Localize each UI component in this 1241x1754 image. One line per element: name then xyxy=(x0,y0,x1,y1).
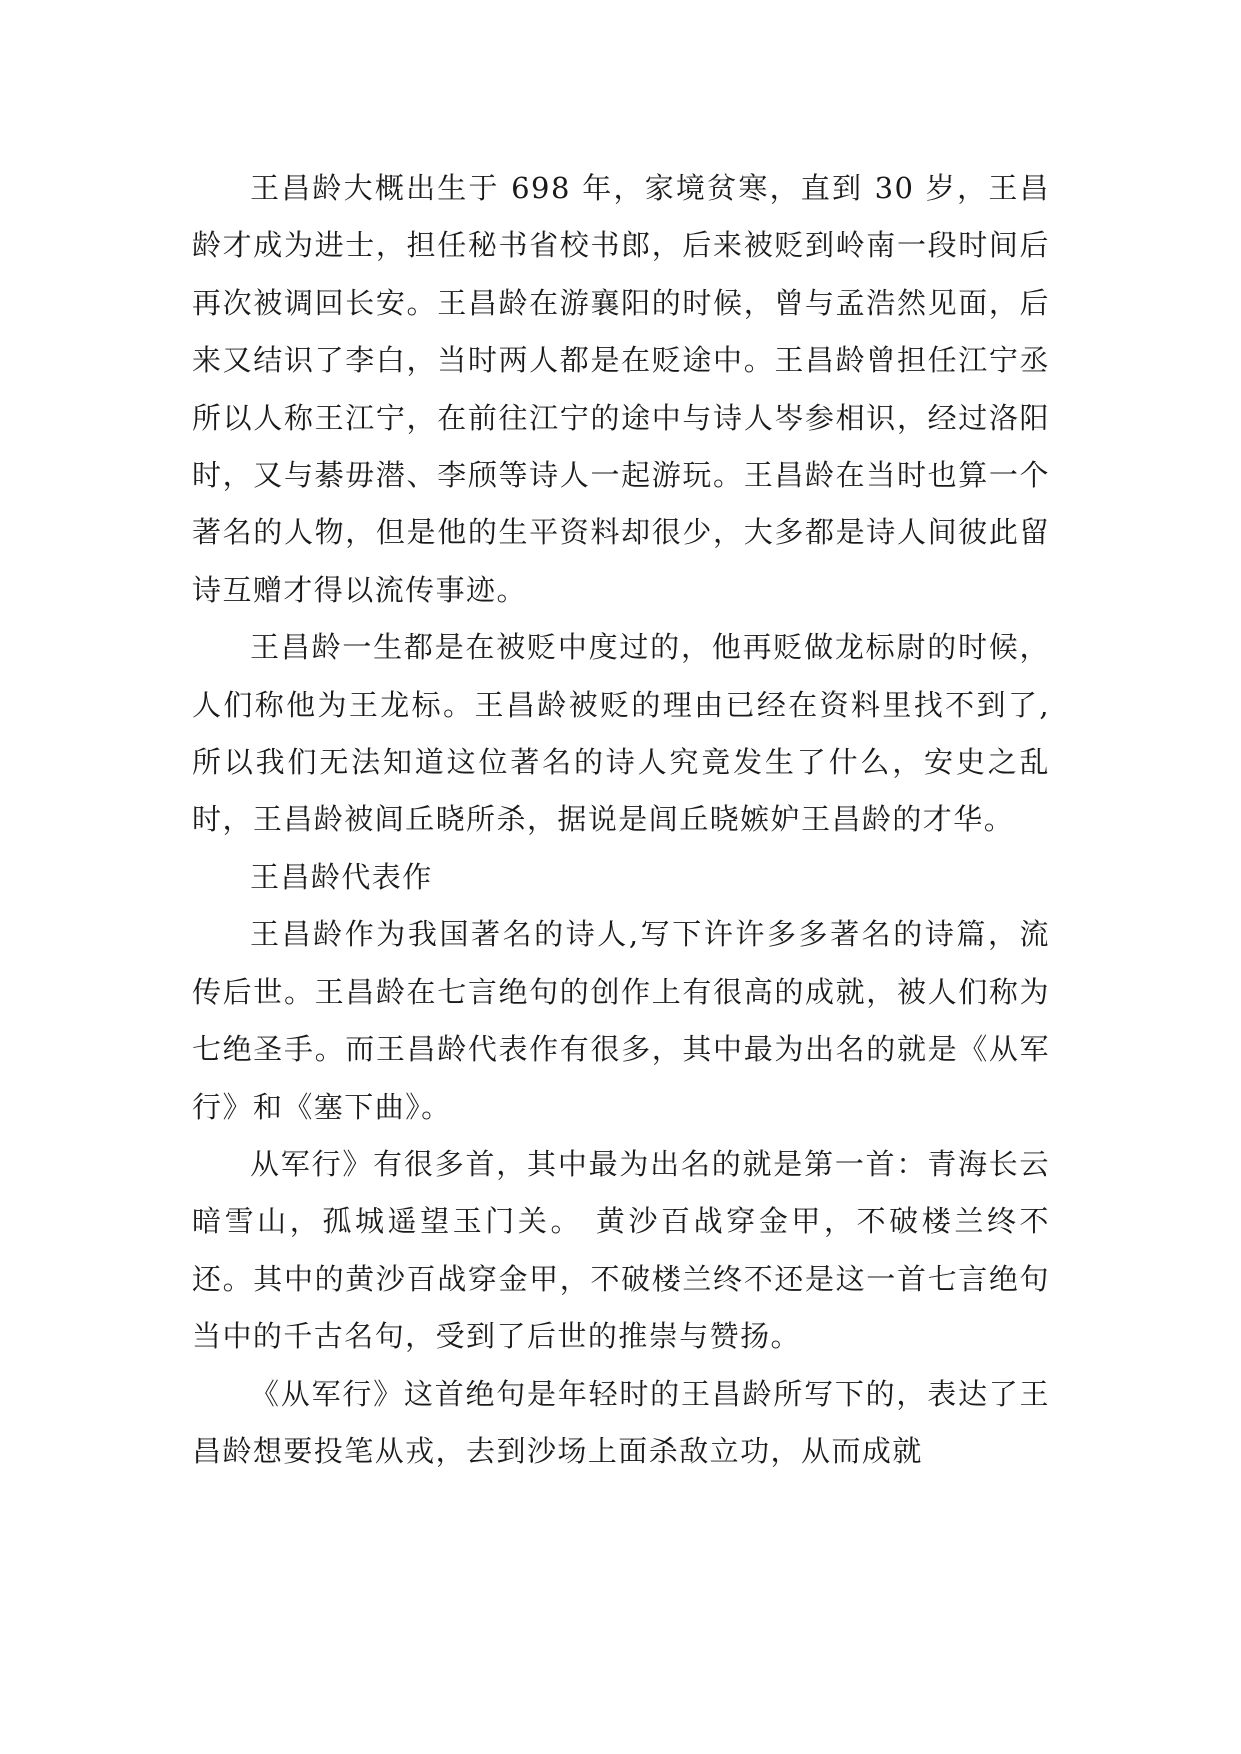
section-heading: 王昌龄代表作 xyxy=(250,859,433,894)
body-paragraph: 王昌龄作为我国著名的诗人,写下许许多多著名的诗篇，流传后世。王昌龄在七言绝句的创作上有很高的成就，被人们称为七绝圣手。而王昌龄代表作有很多，其中最为出名的就是《从军行》和《塞下曲》。 xyxy=(192,917,1050,1124)
body-paragraph: 从军行》有很多首，其中最为出名的就是第一首：青海长云暗雪山，孤城遥望玉门关。 黄沙百战穿金甲，不破楼兰终不还。其中的黄沙百战穿金甲，不破楼兰终不还是这一首七言绝句当中的千古名句，受到了后世的推崇与赞扬。 xyxy=(192,1146,1050,1354)
body-paragraph: 《从军行》这首绝句是年轻时的王昌龄所写下的，表达了王昌龄想要投笔从戎，去到沙场上面杀敌立功，从而成就 xyxy=(192,1376,1050,1468)
body-paragraph: 王昌龄一生都是在被贬中度过的，他再贬做龙标尉的时候，人们称他为王龙标。王昌龄被贬的理由已经在资料里找不到了,所以我们无法知道这位著名的诗人究竟发生了什么，安史之乱时，王昌龄被闾丘晓所杀，据说是闾丘晓嫉妒王昌龄的才华。 xyxy=(192,630,1050,837)
body-paragraph: 王昌龄大概出生于 698 年，家境贫寒，直到 30 岁，王昌龄才成为进士，担任秘书省校书郎，后来被贬到岭南一段时间后再次被调回长安。王昌龄在游襄阳的时候，曾与孟浩然见面，后来又结识了李白，当时两人都是在贬途中。王昌龄曾担任江宁丞所以人称王江宁，在前往江宁的途中与诗人岑参相识，经过洛阳时，又与綦毋潜、李颀等诗人一起游玩。王昌龄在当时也算一个著名的人物，但是他的生平资料却很少，大多都是诗人间彼此留诗互赠才得以流传事迹。 xyxy=(192,171,1050,607)
document-page xyxy=(192,160,1050,1480)
